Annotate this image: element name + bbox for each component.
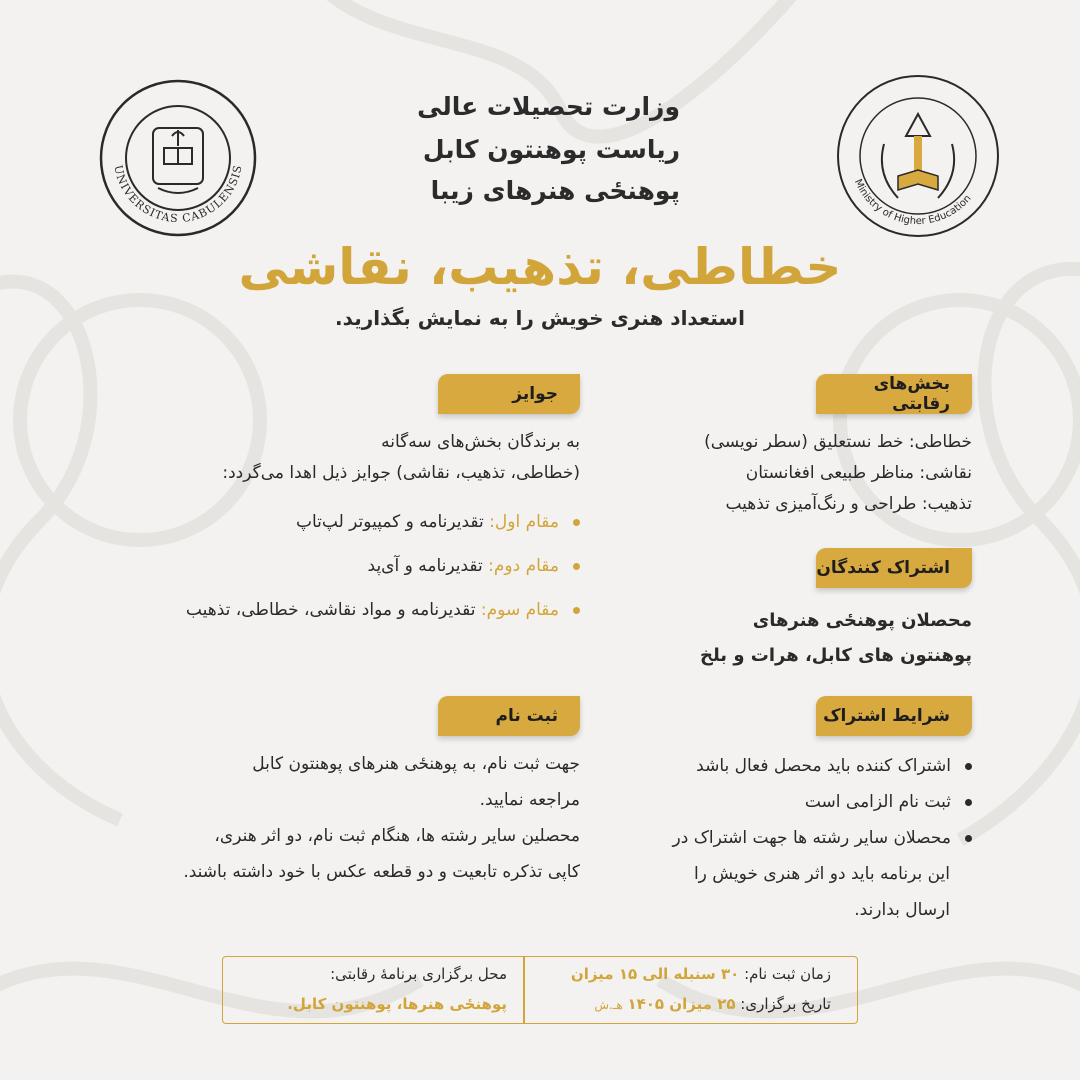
prizes-heading: جوایز [438,374,580,414]
header-ministry: وزارت تحصیلات عالی [417,92,680,121]
svg-text:UNIVERSITAS CABULENSIS MCMXXXI [98,78,245,225]
registration-line: مراجعه نمایید. [479,790,580,810]
registration-line: جهت ثبت نام، به پوهنځی هنرهای پوهنتون کابل [252,754,580,774]
prize-item: مقام اول: تقدیرنامه و کمپیوتر لپ‌تاپ [296,512,580,532]
venue-label: محل برگزاری برنامهٔ رقابتی: [330,965,507,983]
header-faculty: پوهنځی هنرهای زیبا [430,176,680,205]
condition-item: محصلان سایر رشته ها جهت اشتراک در [673,828,972,848]
left-seal-ring-text: UNIVERSITAS CABULENSIS [111,163,245,226]
registration-line: کاپی تذکره تابعیت و دو قطعه عکس با خود داشته باشند. [183,862,580,882]
bullet-icon [965,835,972,842]
registration-heading: ثبت نام [438,696,580,736]
info-divider [523,957,525,1023]
competition-item: تذهیب: طراحی و رنگ‌آمیزی تذهیب [725,494,972,514]
venue-value: پوهنځی هنرها، پوهنتون کابل. [287,995,507,1013]
bullet-icon [573,607,580,614]
conditions-heading: شرایط اشتراک [816,696,972,736]
right-seal-ring-text: Ministry of Higher Education [851,177,974,228]
condition-item: ثبت نام الزامی است [805,792,972,812]
header-university: ریاست پوهنتون کابل [422,135,680,164]
page-title: خطاطی، تذهیب، نقاشی [238,238,842,296]
bullet-icon [965,799,972,806]
page-subtitle: استعداد هنری خویش را به نمایش بگذارید. [335,306,745,330]
condition-continuation: ارسال بدارند. [854,900,950,920]
prize-item: مقام سوم: تقدیرنامه و مواد نقاشی، خطاطی، تذهیب [186,600,580,620]
bullet-icon [573,563,580,570]
participants-line: محصلان پوهنځی هنرهای [752,610,972,631]
bullet-icon [573,519,580,526]
ministry-seal [836,74,1000,238]
competition-heading: بخش‌های رقابتی [816,374,972,414]
condition-continuation: این برنامه باید دو اثر هنری خویش را [693,864,950,884]
bullet-icon [965,763,972,770]
participants-line: پوهنتون های کابل، هرات و بلخ [699,645,972,666]
registration-period: زمان ثبت نام: ۳۰ سنبله الی ۱۵ میزان [570,965,831,983]
event-date: تاریخ برگزاری: ۲۵ میزان ۱۴۰۵ هـ.ش [594,995,831,1013]
competition-item: خطاطی: خط نستعلیق (سطر نویسی) [704,432,972,452]
prize-item: مقام دوم: تقدیرنامه و آی‌پد [368,556,580,576]
info-box [222,956,858,1024]
prizes-intro: (خطاطی، تذهیب، نقاشی) جوایز ذیل اهدا می‌گردد: [222,463,580,483]
prizes-intro: به برندگان بخش‌های سه‌گانه [381,432,580,452]
competition-item: نقاشی: مناظر طبیعی افغانستان [745,463,972,483]
kabul-university-seal [98,78,258,238]
participants-heading: اشتراک کنندگان [816,548,972,588]
condition-item: اشتراک کننده باید محصل فعال باشد [696,756,972,776]
registration-line: محصلین سایر رشته ها، هنگام ثبت نام، دو اثر هنری، [214,826,580,846]
